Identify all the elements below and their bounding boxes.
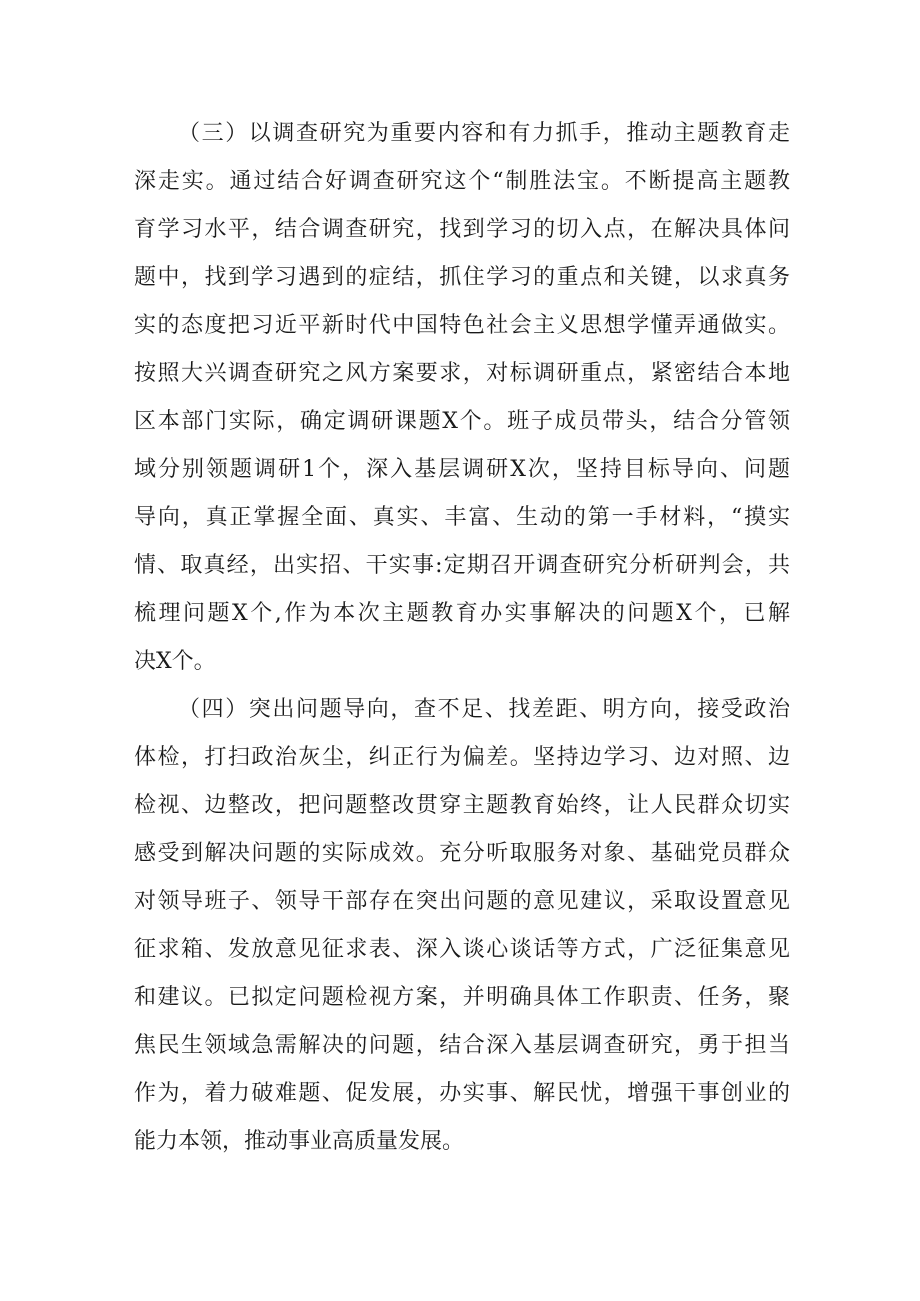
text-line: 情、取真经，出实招、干实事:定期召开调查研究分析研判会，共 <box>134 553 790 578</box>
paragraph-section-4 <box>134 686 790 1166</box>
text-line: 域分别领题调研1个，深入基层调研X次，坚持目标导向、问题 <box>134 457 790 482</box>
text-line: 按照大兴调查研究之风方案要求，对标调研重点，紧密结合本地 <box>134 361 790 386</box>
paragraph-section-3 <box>134 110 790 686</box>
text-line: 焦民生领域急需解决的问题，结合深入基层调查研究，勇于担当 <box>134 1033 790 1058</box>
text-line: 深走实。通过结合好调查研究这个“制胜法宝。不断提高主题教 <box>134 169 790 194</box>
text-line: 检视、边整改，把问题整改贯穿主题教育始终，让人民群众切实 <box>134 793 790 818</box>
text-line: 育学习水平，结合调查研究，找到学习的切入点，在解决具体问 <box>134 217 790 242</box>
text-line: 征求箱、发放意见征求表、深入谈心谈话等方式，广泛征集意见 <box>134 937 790 962</box>
text-line: （四）突出问题导向，查不足、找差距、明方向，接受政治 <box>178 697 790 722</box>
text-line: 实的态度把习近平新时代中国特色社会主义思想学懂弄通做实。 <box>134 313 790 338</box>
text-line: 体检，打扫政治灰尘，纠正行为偏差。坚持边学习、边对照、边 <box>134 745 790 770</box>
text-line: （三）以调查研究为重要内容和有力抓手，推动主题教育走 <box>178 121 790 146</box>
text-line: 梳理问题X个,作为本次主题教育办实事解决的问题X个，已解 <box>134 601 790 626</box>
text-line: 题中，找到学习遇到的症结，抓住学习的重点和关键，以求真务 <box>134 265 790 290</box>
text-line: 导向，真正掌握全面、真实、丰富、生动的第一手材料，“摸实 <box>134 505 790 530</box>
text-line: 作为，着力破难题、促发展，办实事、解民忧，增强干事创业的 <box>134 1081 790 1106</box>
text-line: 能力本领，推动事业高质量发展。 <box>134 1129 465 1154</box>
text-line: 感受到解决问题的实际成效。充分听取服务对象、基础党员群众 <box>134 841 790 866</box>
text-line: 对领导班子、领导干部存在突出问题的意见建议，采取设置意见 <box>134 889 790 914</box>
text-line: 决X个。 <box>134 649 216 674</box>
text-line: 区本部门实际，确定调研课题X个。班子成员带头，结合分管领 <box>134 409 790 434</box>
text-line: 和建议。已拟定问题检视方案，并明确具体工作职责、任务，聚 <box>134 985 790 1010</box>
